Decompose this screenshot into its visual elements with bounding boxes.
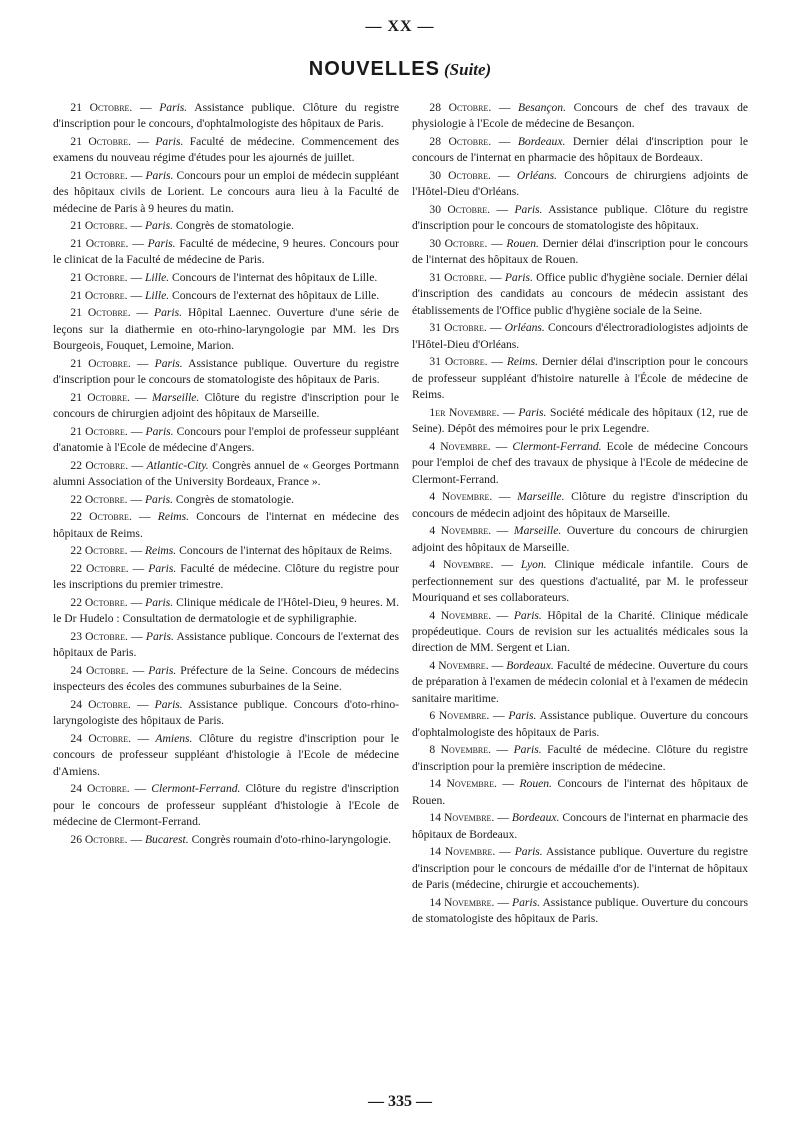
news-entry: 14 Novembre. — Paris. Assistance publique. Ouverture du registre d'inscription pour le concours de médaille d'or de l'internat de hôpitaux de Paris (médecine, chirurgie et accouchements). (412, 845, 748, 892)
entry-text: Congrès de stomatologie. (175, 219, 295, 233)
entry-city: Lille. (144, 288, 170, 302)
entry-date: 21 Octobre. (70, 169, 128, 182)
news-entry: 22 Octobre. — Paris. Faculté de médecine. Clôture du registre pour les inscriptions du premier trimestre. (53, 561, 399, 592)
entry-date: 24 Octobre. (70, 697, 131, 711)
entry-text: Clôture du registre d'inscription pour le concours de chirurgien adjoint des hôpitaux de Marseille. (53, 390, 400, 420)
entry-text: Assistance publique. Concours de l'externat des hôpitaux de Paris. (53, 629, 399, 660)
entry-date: 21 Octobre. (70, 237, 129, 250)
news-entry: 4 Novembre. — Lyon. Clinique médicale infantile. Cours de perfectionnement sur des questions d'actualité, par M. le professeur Mouriquand et ses collaborateurs. (412, 558, 748, 605)
entry-date: 21 Octobre. (70, 356, 131, 370)
entry-date: 24 Octobre. (70, 782, 130, 796)
entry-date: 30 Octobre. (429, 169, 491, 182)
entry-city: Paris. (518, 405, 547, 419)
entry-text: Ouverture du concours de chirurgien adjoint des hôpitaux de Marseille. (412, 524, 748, 554)
entry-date: 24 Octobre. (70, 731, 132, 745)
entry-text: Hôpital Laennec. Ouverture d'une série de leçons sur la diathermie en oto-rhino-laryngologie par MM. les Drs Bourgeois, Fouquet, Lemoine, Marion. (53, 306, 399, 352)
entry-date: 14 Novembre. (429, 811, 495, 825)
entry-text: Concours de l'externat des hôpitaux de Lille. (172, 288, 380, 302)
news-entry: 4 Novembre. — Bordeaux. Faculté de médecine. Ouverture du cours de préparation à l'examen de médecin colonial et à l'examen de médecin sanitaire maritime. (412, 659, 748, 705)
entry-date: 4 Novembre. (429, 524, 492, 538)
entry-date: 30 Octobre. (429, 203, 491, 216)
entry-date: 26 Octobre. (70, 832, 128, 846)
news-entry: 14 Novembre. — Paris. Assistance publique. Ouverture du concours de stomatologiste des hôpitaux de Paris. (412, 895, 748, 926)
entry-city: Rouen. (519, 777, 552, 791)
entry-date: 21 Octobre. (70, 424, 128, 438)
news-entry: 21 Octobre. — Paris. Concours pour l'emploi de professeur suppléant d'anatomie à l'Ecole de médecine d'Angers. (53, 424, 399, 454)
news-entry: 4 Novembre. — Marseille. Clôture du registre d'inscription du concours de médecin adjoint des hôpitaux de Marseille. (412, 490, 748, 520)
entry-city: Clermont-Ferrand. (151, 782, 241, 796)
entry-city: Paris. (148, 663, 177, 677)
entry-city: Paris. (508, 709, 537, 723)
entry-city: Paris. (155, 135, 184, 148)
entry-city: Reims. (144, 544, 177, 558)
page-number: — 335 — (368, 1093, 432, 1110)
entry-date: 22 Octobre. (70, 492, 128, 506)
entry-text: Concours d'électroradiologistes adjoints de l'Hôtel-Dieu d'Orléans. (412, 321, 749, 351)
entry-text: Concours de l'internat des hôpitaux de Reims. (179, 544, 393, 558)
entry-text: Assistance publique. Ouverture du registre d'inscription pour le concours de stomatologiste des hôpitaux de Paris. (53, 356, 400, 386)
entry-date: 21 Octobre. (70, 219, 128, 233)
news-entry: 8 Novembre. — Paris. Faculté de médecine. Clôture du registre d'inscription pour la première inscription de médecine. (412, 743, 748, 773)
entry-text: Office public d'hygiène sociale. Dernier délai d'inscription des candidats au concours de médecin assistant des établissements de l'Office public d'hygiène sociale de la Seine. (412, 271, 749, 317)
news-entry: 6 Novembre. — Paris. Assistance publique. Ouverture du concours d'ophtalmologiste des hôpitaux de Paris. (412, 709, 748, 739)
entry-text: Clôture du registre d'inscription pour le concours de professeur suppléant d'histologie à l'Ecole de médecine de Clermont-Ferrand. (53, 782, 400, 828)
entry-date: 21 Octobre. (70, 390, 130, 404)
entry-text: Concours pour un emploi de médecin suppléant des hôpitaux civils de Lorient. Le concours aura lieu à la Faculté de médecine de Paris à 9 heures du matin. (53, 169, 399, 215)
entry-date: 8 Novembre. (429, 743, 492, 757)
news-entry: 30 Octobre. — Rouen. Dernier délai d'inscription pour le concours de l'internat des hôpitaux de Rouen. (412, 237, 748, 267)
entry-text: Congrès roumain d'oto-rhino-laryngologie. (191, 832, 392, 846)
entry-text: Clinique médicale infantile. Cours de perfectionnement sur des questions d'actualité, par M. le professeur Mouriquand et ses collaborateurs. (412, 558, 748, 605)
entry-text: Assistance publique. Ouverture du registre d'inscription pour le concours de médaille d'or de l'internat de hôpitaux de Paris (médecine, chirurgie et accouchements). (412, 845, 748, 892)
entry-date: 22 Octobre. (70, 561, 129, 575)
entry-city: Paris. (145, 169, 174, 182)
news-entry: 24 Octobre. — Amiens. Clôture du registre d'inscription pour le concours de professeur suppléant d'histologie à l'Ecole de médecine d'Amiens. (53, 731, 399, 778)
entry-date: 24 Octobre. (70, 663, 129, 677)
entry-city: Orléans. (516, 169, 558, 182)
news-entry: 4 Novembre. — Marseille. Ouverture du concours de chirurgien adjoint des hôpitaux de Marseille. (412, 524, 748, 554)
entry-text: Concours de chef des travaux de physiologie à l'Ecole de médecine de Besançon. (412, 101, 749, 131)
entry-city: Paris. (147, 237, 176, 250)
entry-city: Orléans. (504, 321, 545, 335)
entry-date: 23 Octobre. (70, 629, 128, 643)
entry-text: Concours de l'internat en pharmacie des hôpitaux de Bordeaux. (412, 811, 748, 841)
news-entry: 31 Octobre. — Paris. Office public d'hygiène sociale. Dernier délai d'inscription des candidats au concours de médecin assistant des établissements de l'Office public d'hygiène sociale de la Seine. (412, 271, 749, 317)
entry-city: Marseille. (517, 490, 565, 504)
entry-text: Concours de chirurgiens adjoints de l'Hôtel-Dieu d'Orléans. (412, 169, 748, 199)
entry-date: 21 Octobre. (70, 135, 132, 148)
entry-text: Assistance publique. Clôture du registre d'inscription pour le concours, d'ophtalmologiste des hôpitaux de Paris. (53, 101, 399, 131)
entry-date: 22 Octobre. (70, 544, 128, 558)
entry-date: 1er Novembre. (429, 405, 500, 419)
entry-text: Assistance publique. Clôture du registre d'inscription pour le concours de stomatologiste des hôpitaux. (412, 203, 748, 233)
entry-date: 22 Octobre. (70, 458, 129, 472)
news-entry: 21 Octobre. — Marseille. Clôture du registre d'inscription pour le concours de chirurgien adjoint des hôpitaux de Marseille. (53, 390, 400, 420)
entry-text: Société médicale des hôpitaux (12, rue de Seine). Dépôt des mémoires pour le prix Legendre. (412, 405, 749, 436)
news-entry: 21 Octobre. — Paris. Faculté de médecine, 9 heures. Concours pour le clinicat de la Faculté de médecine de Paris. (53, 237, 399, 267)
entry-text: Concours pour l'emploi de professeur suppléant d'anatomie à l'Ecole de médecine d'Angers. (53, 424, 399, 454)
entry-date: 21 Octobre. (70, 306, 131, 320)
entry-date: 4 Novembre. (429, 490, 493, 504)
news-entry: 14 Novembre. — Rouen. Concours de l'internat des hôpitaux de Rouen. (412, 777, 748, 807)
news-entry: 23 Octobre. — Paris. Assistance publique. Concours de l'externat des hôpitaux de Paris. (53, 629, 399, 660)
news-entry: 24 Octobre. — Clermont-Ferrand. Clôture du registre d'inscription pour le concours de professeur suppléant d'histologie à l'Ecole de médecine de Clermont-Ferrand. (53, 782, 400, 828)
entry-date: 4 Novembre. (429, 558, 494, 572)
entry-date: 22 Octobre. (70, 510, 132, 524)
news-entry: 21 Octobre. — Lille. Concours de l'externat des hôpitaux de Lille. (70, 288, 380, 302)
news-entry: 28 Octobre. — Bordeaux. Dernier délai d'inscription pour le concours de l'internat en pharmacie des hôpitaux de Bordeaux. (412, 135, 749, 165)
entry-date: 4 Novembre. (429, 608, 492, 622)
news-entry: 4 Novembre. — Paris. Hôpital de la Charité. Clinique médicale propédeutique. Cours de revision sur les actualités médicales sous la direction de MM. Sergent et Lian. (412, 608, 748, 655)
entry-city: Reims. (157, 510, 190, 524)
news-entry: 21 Octobre. — Paris. Assistance publique. Clôture du registre d'inscription pour le concours, d'ophtalmologiste des hôpitaux de Paris. (53, 101, 399, 131)
news-entry: 26 Octobre. — Bucarest. Congrès roumain d'oto-rhino-laryngologie. (70, 832, 392, 846)
news-entry: 22 Octobre. — Reims. Concours de l'internat en médecine des hôpitaux de Reims. (53, 510, 399, 540)
news-entry: 22 Octobre. — Reims. Concours de l'internat des hôpitaux de Reims. (70, 544, 393, 558)
entry-date: 31 Octobre. (429, 355, 488, 369)
entry-date: 4 Novembre. (429, 659, 489, 673)
entry-city: Lille. (144, 271, 170, 284)
entry-city: Lyon. (520, 558, 547, 572)
left-column (53, 100, 399, 849)
entry-text: Faculté de médecine. Clôture du registre d'inscription pour la première inscription de médecine. (412, 743, 748, 773)
entry-text: Dernier délai d'inscription pour le concours de professeur suppléant d'histoire naturelle à l'École de médecine de Reims. (412, 355, 749, 402)
entry-city: Paris. (145, 595, 174, 609)
entry-city: Paris. (148, 561, 177, 575)
entry-date: 14 Novembre. (429, 777, 497, 791)
entry-city: Paris. (145, 424, 174, 438)
news-entry: 28 Octobre. — Besançon. Concours de chef des travaux de physiologie à l'Ecole de médecine de Besançon. (412, 101, 749, 131)
entry-city: Paris. (513, 608, 542, 622)
entry-date: 28 Octobre. (429, 135, 492, 148)
entry-date: 22 Octobre. (70, 595, 128, 609)
entry-date: 28 Octobre. (429, 101, 492, 114)
roman-page-number: — XX — (365, 18, 435, 35)
entry-text: Congrès de stomatologie. (175, 492, 295, 506)
entry-city: Paris. (154, 356, 183, 370)
entry-date: 31 Octobre. (429, 321, 487, 335)
news-entry: 31 Octobre. — Orléans. Concours d'électroradiologistes adjoints de l'Hôtel-Dieu d'Orléans. (412, 321, 749, 351)
entry-text: Clinique médicale de l'Hôtel-Dieu, 9 heures. M. le Dr Hudelo : Consultation de dermatologie et de syphiligraphie. (53, 595, 399, 626)
entry-city: Besançon. (518, 101, 567, 114)
entry-city: Bordeaux. (506, 659, 554, 673)
entry-city: Bordeaux. (511, 811, 560, 825)
entry-city: Atlantic-City. (146, 458, 209, 472)
news-entry: 21 Octobre. — Paris. Assistance publique. Ouverture du registre d'inscription pour le concours de stomatologiste des hôpitaux de Paris. (53, 356, 400, 386)
news-entry: 21 Octobre. — Paris. Faculté de médecine. Commencement des examens du nouveau régime d'études pour les ajournés de juillet. (53, 135, 399, 165)
news-entry: 21 Octobre. — Paris. Concours pour un emploi de médecin suppléant des hôpitaux civils de Lorient. Le concours aura lieu à la Faculté de médecine de Paris à 9 heures du matin. (53, 169, 399, 215)
right-column (412, 100, 748, 929)
entry-text: Assistance publique. Concours d'oto-rhino-laryngologiste des hôpitaux de Paris. (53, 697, 399, 728)
entry-text: Concours de l'internat des hôpitaux de Lille. (172, 271, 378, 284)
entry-city: Paris. (513, 743, 542, 757)
entry-city: Marseille. (152, 390, 200, 404)
entry-date: 21 Octobre. (70, 101, 133, 114)
news-entry: 31 Octobre. — Reims. Dernier délai d'inscription pour le concours de professeur suppléant d'histoire naturelle à l'École de médecine de Reims. (412, 355, 749, 402)
title-suffix: (Suite) (444, 60, 492, 79)
entry-text: Assistance publique. Ouverture du concours d'ophtalmologiste des hôpitaux de Paris. (412, 709, 748, 739)
entry-date: 21 Octobre. (70, 271, 128, 284)
news-entry: 21 Octobre. — Lille. Concours de l'internat des hôpitaux de Lille. (70, 271, 378, 284)
entry-date: 14 Novembre. (429, 895, 495, 909)
entry-text: Faculté de médecine. Clôture du registre pour les inscriptions du premier trimestre. (53, 561, 399, 592)
entry-city: Paris. (144, 492, 173, 506)
news-entry: 14 Novembre. — Bordeaux. Concours de l'internat en pharmacie des hôpitaux de Bordeaux. (412, 811, 748, 841)
entry-city: Reims. (506, 355, 539, 369)
entry-date: 31 Octobre. (429, 271, 487, 284)
news-entry: 22 Octobre. — Atlantic-City. Congrès annuel de « Georges Portmann alumni Association of the University Bordeaux, France ». (53, 458, 399, 488)
entry-date: 6 Novembre. (429, 709, 490, 723)
entry-text: Hôpital de la Charité. Clinique médicale propédeutique. Cours de revision sur les actualités médicales sous la direction de MM. Sergent et Lian. (412, 608, 748, 655)
entry-city: Paris. (144, 219, 173, 233)
entry-city: Paris. (504, 271, 533, 284)
news-entry: 22 Octobre. — Paris. Congrès de stomatologie. (70, 492, 295, 506)
entry-date: 21 Octobre. (70, 288, 128, 302)
news-entry: 24 Octobre. — Paris. Préfecture de la Seine. Concours de médecins inspecteurs des écoles des communes suburbaines de la Seine. (53, 663, 399, 694)
entry-date: 4 Novembre. (429, 439, 491, 453)
entry-date: 14 Novembre. (429, 845, 496, 859)
entry-text: Ecole de médecine Concours pour l'emploi de chef des travaux de physique à l'Ecole de médecine de Clermont-Ferrand. (412, 439, 748, 486)
entry-city: Rouen. (506, 237, 539, 250)
entry-city: Paris. (154, 697, 183, 711)
entry-text: Faculté de médecine. Commencement des examens du nouveau régime d'études pour les ajournés de juillet. (53, 135, 399, 165)
news-entry: 1er Novembre. — Paris. Société médicale des hôpitaux (12, rue de Seine). Dépôt des mémoires pour le prix Legendre. (412, 405, 749, 436)
entry-text: Clôture du registre d'inscription du concours de médecin adjoint des hôpitaux de Marseille. (412, 490, 748, 520)
entry-text: Faculté de médecine. Ouverture du cours de préparation à l'examen de médecin colonial et à l'examen de médecin sanitaire maritime. (412, 659, 748, 705)
entry-city: Paris. (159, 101, 188, 114)
news-entry: 21 Octobre. — Paris. Hôpital Laennec. Ouverture d'une série de leçons sur la diathermie en oto-rhino-laryngologie par MM. les Drs Bourgeois, Fouquet, Lemoine, Marion. (53, 306, 399, 352)
entry-city: Paris. (145, 629, 174, 643)
news-entry: 22 Octobre. — Paris. Clinique médicale de l'Hôtel-Dieu, 9 heures. M. le Dr Hudelo : Consultation de dermatologie et de syphiligraphie. (53, 595, 399, 626)
entry-text: Faculté de médecine, 9 heures. Concours pour le clinicat de la Faculté de médecine de Paris. (53, 237, 399, 267)
entry-city: Bucarest. (144, 832, 189, 846)
entry-city: Paris. (514, 203, 543, 216)
entry-city: Clermont-Ferrand. (512, 439, 602, 453)
entry-city: Paris. (512, 895, 541, 909)
entry-text: Concours de l'internat en médecine des hôpitaux de Reims. (53, 510, 399, 540)
news-entry: 30 Octobre. — Paris. Assistance publique. Clôture du registre d'inscription pour le concours de stomatologiste des hôpitaux. (412, 203, 748, 233)
entry-text: Assistance publique. Ouverture du concours de stomatologiste des hôpitaux de Paris. (412, 895, 748, 926)
entry-city: Paris. (154, 306, 183, 320)
news-entry: 24 Octobre. — Paris. Assistance publique. Concours d'oto-rhino-laryngologiste des hôpitaux de Paris. (53, 697, 399, 728)
entry-city: Paris. (514, 845, 543, 859)
news-entry: 30 Octobre. — Orléans. Concours de chirurgiens adjoints de l'Hôtel-Dieu d'Orléans. (412, 169, 748, 199)
entry-text: Concours de l'internat des hôpitaux de Rouen. (412, 777, 748, 807)
news-entry: 4 Novembre. — Clermont-Ferrand. Ecole de médecine Concours pour l'emploi de chef des travaux de physique à l'Ecole de médecine de Clermont-Ferrand. (412, 439, 748, 486)
entry-city: Amiens. (155, 731, 193, 745)
entry-text: Clôture du registre d'inscription pour le concours de professeur suppléant d'histologie à l'Ecole de médecine d'Amiens. (53, 731, 399, 778)
entry-city: Bordeaux. (517, 135, 566, 148)
entry-text: Préfecture de la Seine. Concours de médecins inspecteurs des écoles des communes suburbaines de la Seine. (53, 663, 399, 694)
news-entry: 21 Octobre. — Paris. Congrès de stomatologie. (70, 219, 295, 233)
entry-date: 30 Octobre. (429, 237, 488, 250)
page-title (0, 58, 800, 81)
title-main: NOUVELLES (308, 58, 440, 80)
entry-text: Dernier délai d'inscription pour le concours de l'internat des hôpitaux de Rouen. (412, 237, 748, 267)
entry-city: Marseille. (513, 524, 562, 538)
entry-text: Dernier délai d'inscription pour le concours de l'internat en pharmacie des hôpitaux de Bordeaux. (412, 135, 749, 165)
entry-text: Congrès annuel de « Georges Portmann alumni Association of the University Bordeaux, France ». (53, 458, 399, 488)
